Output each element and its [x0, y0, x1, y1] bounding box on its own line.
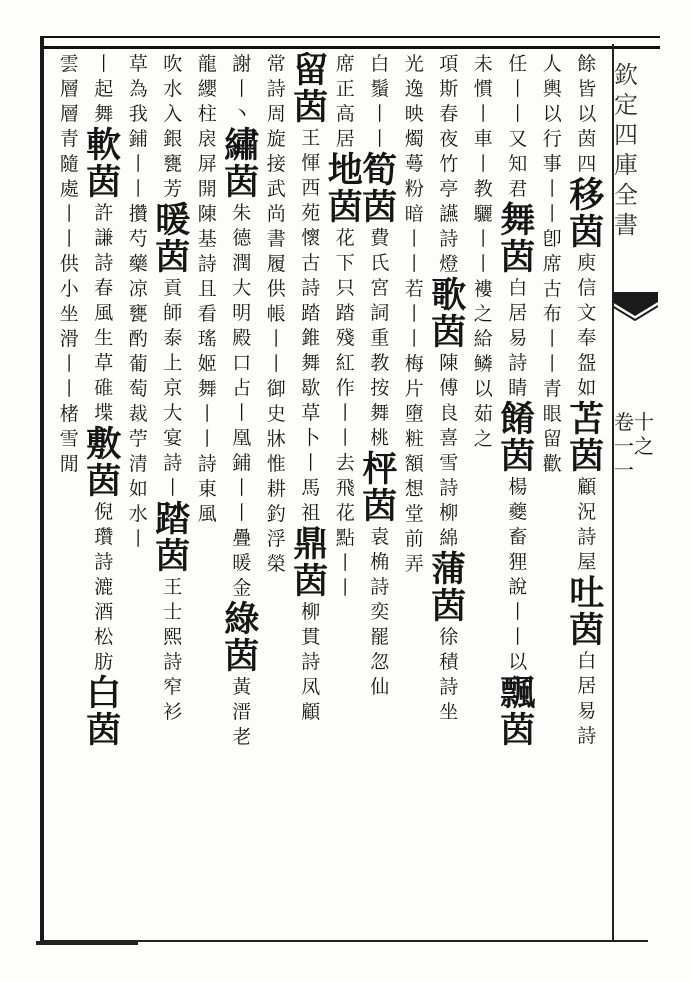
headword: 白 茵: [86, 673, 121, 751]
headword: 綠 茵: [224, 599, 259, 677]
top-border: [40, 36, 660, 49]
annotation-text: 王 惲 西 苑 懷 古 詩 踏 錐 舞 歇 草 卜 丨 馬 祖: [301, 127, 321, 524]
headword: 舞 茵: [500, 200, 535, 278]
headword: 蒲 茵: [431, 549, 466, 627]
annotation-text: 想 堂 前 弄: [404, 478, 424, 575]
annotation-text: 青 隨 處 丨 丨 供 小 坐: [59, 128, 79, 325]
headword: 移 茵: [569, 175, 604, 253]
annotation-text: 裁 苧 清 如 水 丨: [128, 403, 148, 550]
annotation-text: 白 居 易 詩: [577, 650, 597, 747]
annotation-text: 貢 師 泰 上 京 大 宴 詩 丨: [163, 277, 183, 499]
headword: 歌 茵: [431, 275, 466, 353]
annotation-text: 青 眼 留 歡: [542, 378, 562, 475]
book-title-text: 欽定四庫全書: [614, 61, 638, 239]
annotation-text: 未 慣 丨 車 丨: [473, 53, 493, 175]
text-column: [397, 52, 432, 932]
headword: 飄 茵: [500, 673, 535, 751]
headword: 繡 茵: [224, 125, 259, 203]
annotation-text: 楊 夔 畜 狸 說 丨 丨 以: [508, 476, 528, 673]
annotation-text: 庾 信 文 奉 盌 如: [577, 252, 597, 399]
volume-text: 卷十一之一: [614, 410, 654, 482]
text-column: [466, 52, 501, 932]
annotation-text: 事 丨 丨 卽 席: [542, 153, 562, 275]
annotation-text: 許 謙 詩 春 風 生 草 碓 堞: [94, 202, 114, 424]
text-column: [501, 52, 536, 932]
headword: 踏 茵: [155, 499, 190, 577]
headword: 餚 茵: [500, 399, 535, 477]
annotation-text: 朱 德 潤 大 明 殿 口 占 丨 凰 鋪 丨 丨 疊 暖 金: [232, 202, 252, 599]
annotation-text: 顧 況 詩 屋: [577, 476, 597, 573]
annotation-text: 袁 桷 詩 奕 罷 忽 仙: [370, 526, 390, 698]
annotation-text: 白 居 易 詩 睛: [508, 277, 528, 399]
annotation-text: 常 詩 周 旋 接 武 尚 書 履 供 帳 丨 丨 御 史 牀: [266, 53, 286, 450]
headword: 軟 茵: [86, 125, 121, 203]
annotation-text: 攢 芍 藥 凉 甕 酌 葡 萄: [128, 203, 148, 400]
headword: 留 茵: [293, 52, 328, 128]
text-column: [225, 52, 260, 932]
annotation-text: 惟 耕 釣 浮 榮: [266, 453, 286, 575]
annotation-text: 詩 東 風: [197, 453, 217, 525]
annotation-text: 丨 起 舞: [94, 53, 114, 125]
annotation-text: 王 士 熙 詩 窄 衫: [163, 576, 183, 723]
annotation-text: 徐 積 詩 坐: [439, 626, 459, 723]
headword: 枰 茵: [362, 449, 397, 527]
fish-tail-mark: [612, 292, 658, 322]
annotation-text: 餘 皆 以 茵 四: [577, 53, 597, 175]
text-column: [432, 52, 467, 932]
annotation-text: 黃 溍 老: [232, 676, 252, 748]
book-title: [614, 60, 656, 240]
headword: 吐 茵: [569, 573, 604, 651]
annotation-text: 白 鬚 丨 丨: [370, 53, 390, 150]
annotation-text: 吹 水 入 銀 甕 芳: [163, 53, 183, 200]
annotation-text: 項 斯 春 夜 竹 亭 讌 詩 燈: [439, 53, 459, 275]
annotation-text: 任 丨 丨 又 知 君: [508, 53, 528, 200]
text-column: [259, 52, 294, 932]
annotation-text: 謝 丨 丶: [232, 53, 252, 125]
text-column: [535, 52, 570, 932]
annotation-text: 席 正 高 居: [335, 53, 355, 150]
footer-rule: [36, 941, 138, 945]
annotation-text: 人 輿 以 行: [542, 53, 562, 150]
annotation-text: 雲 層 層: [59, 53, 79, 125]
text-column: [52, 52, 87, 932]
annotation-text: 倪 瓚 詩 漉 酒 松 肪: [94, 501, 114, 673]
annotation-text: 費 氏 宮 詞 重 教 按 舞 桃: [370, 227, 390, 449]
text-column: [294, 52, 329, 932]
text-column: [570, 52, 605, 932]
text-column: [363, 52, 398, 932]
annotation-text: 龍 纓 柱 扆 屏 開 陳 基 詩 且 看 瑤 姬 舞 丨 丨: [197, 53, 217, 450]
annotation-text: 草 為 我 鋪 丨 丨: [128, 53, 148, 200]
annotation-text: 滑 丨 丨 楮 雪 閒: [59, 328, 79, 475]
annotation-text: 教 驪 丨 丨: [473, 178, 493, 275]
headword: 暖 茵: [155, 200, 190, 278]
text-column: [328, 52, 363, 932]
text-column: [87, 52, 122, 932]
annotation-text: 光 逸 映 燭 蕚 粉 暗 丨 丨: [404, 53, 424, 275]
annotation-text: 去 飛 花 點 丨 丨: [335, 452, 355, 599]
annotation-text: 柳 貫 詩 凤 顧: [301, 601, 321, 723]
headword: 鼎 茵: [293, 524, 328, 602]
annotation-text: 古 布 丨 丨: [542, 278, 562, 375]
annotation-text: 陳 傅 良 喜 雪 詩 柳 綿: [439, 352, 459, 549]
text-column: [190, 52, 225, 932]
annotation-text: 花 下 只 踏 殘 紅 作 丨 丨: [335, 227, 355, 449]
headword: 苫 茵: [569, 399, 604, 477]
left-border: [40, 36, 44, 942]
headword: 筍 茵: [362, 150, 397, 228]
annotation-text: 褸 之 給 鳞 以 茹 之: [473, 278, 493, 450]
text-column: [121, 52, 156, 932]
text-column: [156, 52, 191, 932]
headword: 敷 茵: [86, 424, 121, 502]
annotation-text: 若 丨 丨 梅 片 墮 粧 額: [404, 278, 424, 475]
volume-label: [614, 410, 656, 482]
headword: 地 茵: [328, 150, 363, 228]
